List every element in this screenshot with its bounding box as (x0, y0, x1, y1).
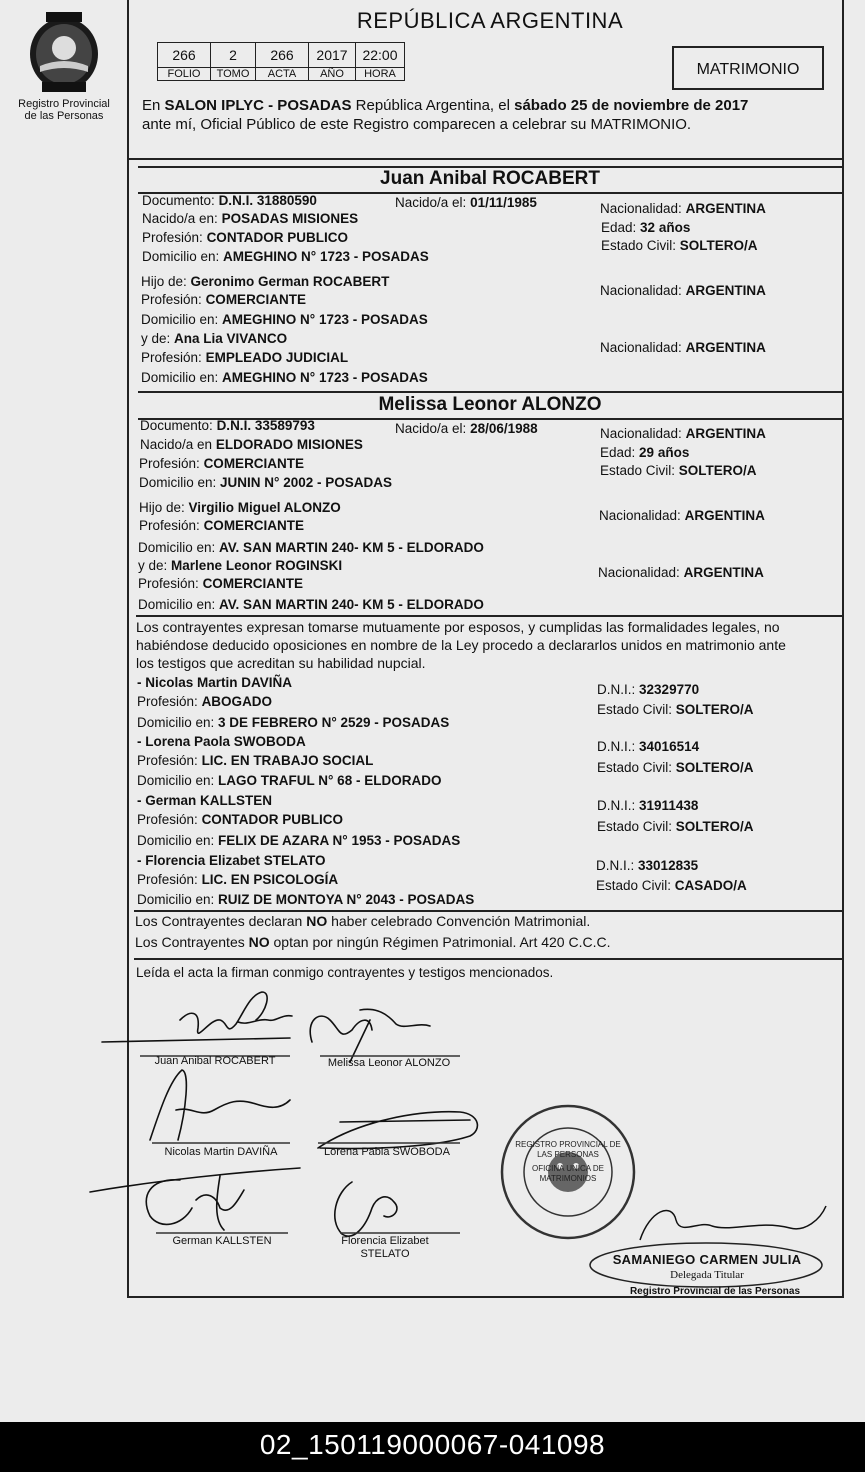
divider (134, 910, 842, 912)
bride-father-profession: Profesión: COMERCIANTE (139, 518, 305, 533)
witness-2-civil-status: Estado Civil: SOLTERO/A (597, 760, 754, 775)
bride-document: Documento: D.N.I. 33589793 (140, 418, 315, 433)
patrimonial-statement: Los Contrayentes NO optan por ningún Régimen Patrimonial. Art 420 C.C.C. (135, 934, 611, 950)
groom-document: Documento: D.N.I. 31880590 (142, 193, 317, 208)
intro-line1: En SALON IPLYC - POSADAS República Argentina, el sábado 25 de noviembre de 2017 (142, 97, 749, 114)
bride-mother-address: Domicilio en: AV. SAN MARTIN 240- KM 5 - ELDORADO (138, 597, 484, 612)
anio-label: AÑO (309, 68, 356, 81)
tomo-value: 2 (211, 43, 256, 68)
witness-4-civil-status: Estado Civil: CASADO/A (596, 878, 747, 893)
divider (138, 391, 842, 393)
groom-father: Hijo de: Geronimo German ROCABERT (141, 274, 390, 289)
declaration-line1: Los contrayentes expresan tomarse mutuamente por esposos, y cumplidas las formalidades legales, no (136, 619, 780, 635)
bride-mother-profession: Profesión: COMERCIANTE (138, 576, 304, 591)
folio-value: 266 (158, 43, 211, 68)
ceremony-date: sábado 25 de noviembre de 2017 (514, 97, 749, 114)
groom-father-profession: Profesión: COMERCIANTE (141, 292, 307, 307)
bride-father-address: Domicilio en: AV. SAN MARTIN 240- KM 5 - ELDORADO (138, 540, 484, 555)
divider (136, 615, 842, 617)
declaration-line3: los testigos que acreditan su habilidad nupcial. (136, 655, 426, 671)
official-role: Delegada Titular (670, 1269, 744, 1281)
bride-nationality: Nacionalidad: ARGENTINA (600, 426, 766, 441)
groom-mother: y de: Ana Lia VIVANCO (141, 331, 288, 346)
groom-mother-nationality: Nacionalidad: ARGENTINA (600, 340, 766, 355)
groom-profession: Profesión: CONTADOR PUBLICO (142, 230, 349, 245)
official-name: SAMANIEGO CARMEN JULIA (612, 1252, 802, 1267)
signature-witness4-icon (335, 1182, 397, 1236)
convention-statement: Los Contrayentes declaran NO haber celebrado Convención Matrimonial. (135, 913, 591, 929)
witness-2-profession: Profesión: LIC. EN TRABAJO SOCIAL (137, 753, 374, 768)
witness-3-profession: Profesión: CONTADOR PUBLICO (137, 812, 344, 827)
page-title: REPÚBLICA ARGENTINA (356, 8, 624, 33)
groom-birth-date: Nacido/a el: 01/11/1985 (395, 195, 537, 210)
signature-caption-witness4: Florencia Elizabet STELATO (341, 1235, 429, 1260)
bride-name: Melissa Leonor ALONZO (378, 394, 602, 415)
record-type-box: MATRIMONIO (672, 46, 824, 90)
witness-3-civil-status: Estado Civil: SOLTERO/A (597, 819, 754, 834)
ceremony-place: SALON IPLYC - POSADAS (164, 97, 352, 114)
closing-statement: Leída el acta la firman conmigo contrayentes y testigos mencionados. (136, 965, 554, 980)
witness-1-address: Domicilio en: 3 DE FEBRERO N° 2529 - POSADAS (137, 715, 450, 730)
bride-age: Edad: 29 años (600, 445, 690, 460)
seal-text: REGISTRO PROVINCIAL DE LAS PERSONAS OFICINA UNICA DE MATRIMONIOS (515, 1140, 621, 1183)
bride-civil-status: Estado Civil: SOLTERO/A (600, 463, 757, 478)
bride-address: Domicilio en: JUNIN N° 2002 - POSADAS (139, 475, 392, 490)
groom-mother-profession: Profesión: EMPLEADO JUDICIAL (141, 350, 349, 365)
tomo-label: TOMO (211, 68, 256, 81)
folio-label: FOLIO (158, 68, 211, 81)
hora-label: HORA (356, 68, 405, 81)
divider (134, 958, 842, 960)
document-id-bar: 02_150119000067-041098 (0, 1422, 865, 1472)
bride-mother-nationality: Nacionalidad: ARGENTINA (598, 565, 764, 580)
bride-father: Hijo de: Virgilio Miguel ALONZO (139, 500, 341, 515)
intro-line2: ante mí, Oficial Público de este Registro comparecen a celebrar su MATRIMONIO. (142, 116, 692, 133)
groom-father-address: Domicilio en: AMEGHINO N° 1723 - POSADAS (141, 312, 428, 327)
acta-value: 266 (256, 43, 309, 68)
witness-4-name: - Florencia Elizabet STELATO (137, 853, 326, 868)
witness-1-civil-status: Estado Civil: SOLTERO/A (597, 702, 754, 717)
signature-witness3-icon (146, 1176, 244, 1230)
official-office: Registro Provincial de las Personas (629, 1286, 801, 1297)
witness-3-name: - German KALLSTEN (137, 793, 273, 808)
witness-2-name: - Lorena Paola SWOBODA (137, 734, 306, 749)
bride-birth-date: Nacido/a el: 28/06/1988 (395, 421, 538, 436)
bride-birth-place: Nacido/a en ELDORADO MISIONES (140, 437, 363, 452)
groom-mother-address: Domicilio en: AMEGHINO N° 1723 - POSADAS (141, 370, 428, 385)
groom-name: Juan Anibal ROCABERT (380, 168, 600, 189)
witness-1-profession: Profesión: ABOGADO (137, 694, 273, 709)
signature-official-icon (640, 1206, 826, 1240)
hora-value: 22:00 (356, 43, 405, 68)
witness-3-address: Domicilio en: FELIX DE AZARA N° 1953 - POSADAS (137, 833, 461, 848)
groom-age: Edad: 32 años (601, 220, 691, 235)
witness-4-profession: Profesión: LIC. EN PSICOLOGÍA (137, 872, 339, 887)
signature-caption-bride: Melissa Leonor ALONZO (327, 1057, 451, 1069)
divider (127, 158, 844, 160)
witness-4-dni: D.N.I.: 33012835 (596, 858, 699, 873)
witness-2-address: Domicilio en: LAGO TRAFUL N° 68 - ELDORADO (137, 773, 442, 788)
registry-caption-line1: Registro Provincial (18, 98, 110, 110)
witness-1-name: - Nicolas Martin DAVIÑA (137, 675, 293, 690)
witness-4-address: Domicilio en: RUIZ DE MONTOYA N° 2043 - POSADAS (137, 892, 475, 907)
signature-bride-icon (310, 1009, 430, 1062)
signature-caption-witness1: Nicolas Martin DAVIÑA (164, 1146, 278, 1158)
declaration-paragraph (136, 618, 840, 672)
bride-mother: y de: Marlene Leonor ROGINSKI (138, 558, 343, 573)
witness-1-dni: D.N.I.: 32329770 (597, 682, 700, 697)
groom-civil-status: Estado Civil: SOLTERO/A (601, 238, 758, 253)
groom-birth-place: Nacido/a en: POSADAS MISIONES (142, 211, 359, 226)
witness-2-dni: D.N.I.: 34016514 (597, 739, 700, 754)
anio-value: 2017 (309, 43, 356, 68)
register-fields (157, 42, 405, 81)
bride-father-nationality: Nacionalidad: ARGENTINA (599, 508, 765, 523)
groom-address: Domicilio en: AMEGHINO N° 1723 - POSADAS (142, 249, 429, 264)
signature-caption-groom: Juan Anibal ROCABERT (154, 1055, 276, 1067)
bride-profession: Profesión: COMERCIANTE (139, 456, 305, 471)
acta-label: ACTA (256, 68, 309, 81)
declaration-line2: habiéndose deducido oposiciones en nombre de la Ley procedo a declararlos unidos en matrimonio ante (136, 637, 786, 653)
signature-groom-icon (102, 992, 292, 1042)
registry-caption-line2: de las Personas (24, 110, 104, 122)
registry-caption (12, 98, 116, 122)
signature-caption-witness3: German KALLSTEN (172, 1235, 272, 1247)
signature-witness1-icon (90, 1070, 300, 1192)
intro-paragraph (142, 96, 840, 134)
groom-nationality: Nacionalidad: ARGENTINA (600, 201, 766, 216)
groom-father-nationality: Nacionalidad: ARGENTINA (600, 283, 766, 298)
registry-logo (12, 8, 116, 122)
witness-3-dni: D.N.I.: 31911438 (597, 798, 699, 813)
province-shield-icon (22, 8, 106, 96)
signature-caption-witness2: Lorena Pabla SWOBODA (324, 1146, 450, 1158)
